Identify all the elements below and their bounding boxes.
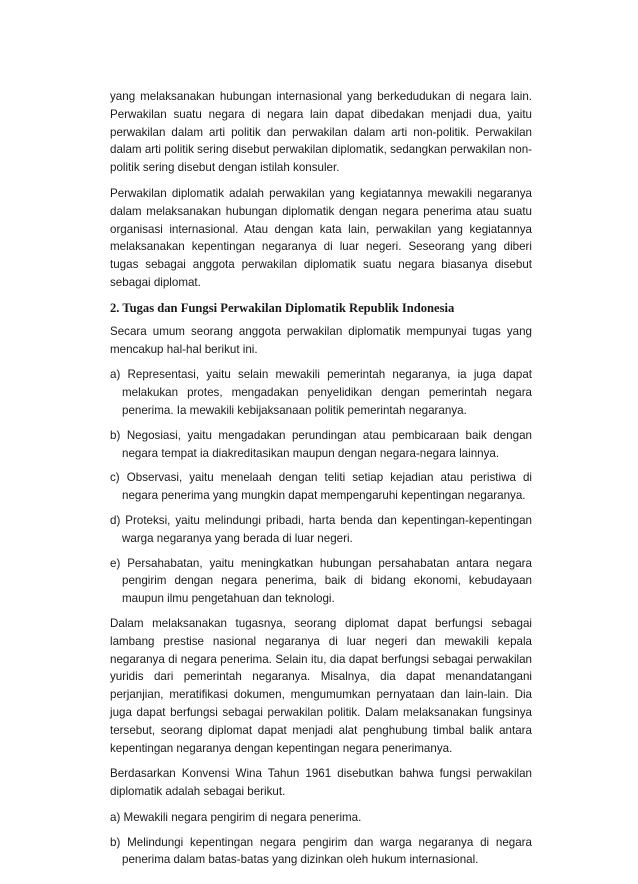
- list-marker: b): [110, 835, 121, 849]
- list-marker: c): [110, 471, 120, 485]
- list-item-text: Melindungi kepentingan negara pengirim dan warga negaranya di negara penerima dalam batas-batas yang dizinkan oleh hukum internasional.: [122, 835, 532, 867]
- list-item-text: Negosiasi, yaitu mengadakan perundingan atau pembicaraan baik dengan negara tempat ia diakreditasikan maupun dengan negara-negara lainnya.: [122, 428, 532, 460]
- vienna-intro: Berdasarkan Konvensi Wina Tahun 1961 disebutkan bahwa fungsi perwakilan diplomatik adalah sebagai berikut.: [110, 767, 532, 799]
- list-marker: a): [110, 810, 121, 824]
- intro-paragraph-1: yang melaksanakan hubungan internasional yang berkedudukan di negara lain. Perwakilan suatu negara di negara lain dapat dibedakan menjadi dua, yaitu perwakilan dalam arti politik dan perwakilan dalam arti non-politik. Perwakilan dalam arti politik sering disebut perwakilan diplomatik, sedangkan perwakilan non-politik sering disebut dengan istilah konsuler.: [110, 90, 532, 175]
- list-item-text: Mewakili negara pengirim di negara penerima.: [123, 810, 362, 824]
- list-item-representasi: [110, 366, 532, 419]
- document-body: [110, 88, 532, 876]
- list-marker: b): [110, 428, 121, 442]
- list-item-text: Observasi, yaitu menelaah dengan teliti setiap kejadian atau peristiwa di negara penerima yang mungkin dapat mempengaruhi kepentingan negaranya.: [122, 471, 532, 503]
- section-heading: 2. Tugas dan Fungsi Perwakilan Diplomatik Republik Indonesia: [110, 300, 455, 315]
- list-marker: a): [110, 368, 121, 382]
- list-item-text: Representasi, yaitu selain mewakili pemerintah negaranya, ia juga dapat melakukan protes, mengadakan penyelidikan dengan pemerintah negara penerima. Ia mewakili kebijaksanaan politik pemerintah negaranya.: [122, 368, 532, 417]
- list-marker: d): [110, 513, 121, 527]
- list-item-persahabatan: [110, 555, 532, 608]
- intro-paragraph-2: Perwakilan diplomatik adalah perwakilan yang kegiatannya mewakili negaranya dalam melaksanakan hubungan diplomatik dengan negara penerima atau suatu organisasi internasional. Atau dengan kata lain, perwakilan yang kegiatannya melaksanakan kepentingan negaranya di luar negeri. Seseorang yang diberi tugas sebagai anggota perwakilan diplomatik suatu negara biasanya disebut sebagai diplomat.: [110, 186, 532, 289]
- list-item-proteksi: [110, 512, 532, 548]
- list-item-melindungi: [110, 834, 532, 870]
- list-item-mewakili: [110, 809, 532, 827]
- list-item-observasi: [110, 469, 532, 505]
- list-item-negosiasi: [110, 427, 532, 463]
- list-item-text: Proteksi, yaitu melindungi pribadi, harta benda dan kepentingan-kepentingan warga negaranya yang berada di luar negeri.: [122, 513, 532, 545]
- list-item-text: Persahabatan, yaitu meningkatkan hubungan persahabatan antara negara pengirim dengan negara penerima, baik di bidang ekonomi, kebudayaan maupun ilmu pengetahuan dan teknologi.: [122, 556, 532, 606]
- list-marker: e): [110, 556, 121, 570]
- function-paragraph: Dalam melaksanakan tugasnya, seorang diplomat dapat berfungsi sebagai lambang prestise nasional negaranya di luar negeri dan mewakili kepala negaranya di negara penerima. Selain itu, dia dapat berfungsi sebagai perwakilan yuridis dari pemerintah negaranya. Misalnya, dia dapat menandatangani perjanjian, meratifikasi dokumen, mengumumkan pernyataan dan lain-lain. Dia juga dapat berfungsi sebagai perwakilan politik. Dalam melaksanakan fungsinya tersebut, seorang diplomat dapat menjadi alat penghubung timbal balik antara kepentingan negaranya dengan kepentingan negara penerimanya.: [110, 616, 532, 755]
- section-intro: Secara umum seorang anggota perwakilan diplomatik mempunyai tugas yang mencakup hal-hal berikut ini.: [110, 324, 532, 356]
